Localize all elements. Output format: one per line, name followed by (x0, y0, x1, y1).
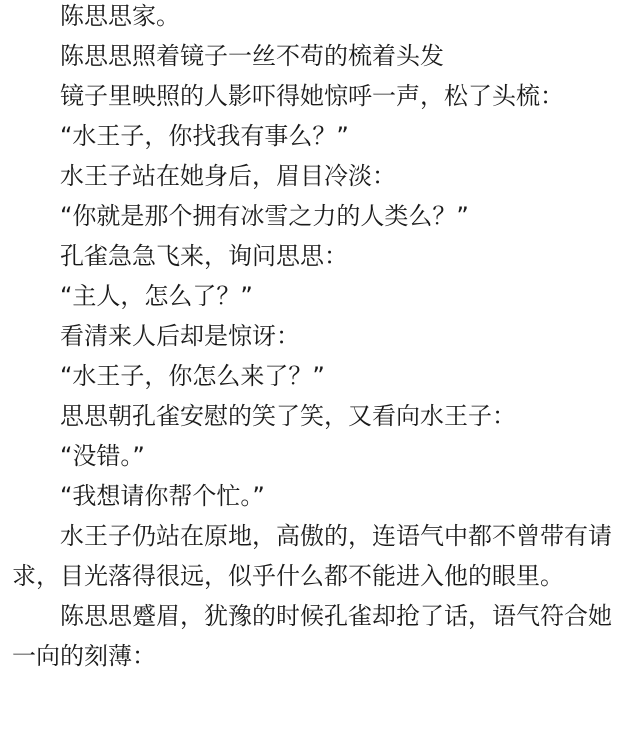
paragraph: “主人，怎么了？” (60, 282, 253, 310)
paragraph: “我想请你帮个忙。” (60, 482, 265, 510)
paragraph: 陈思思蹙眉，犹豫的时候孔雀却抢了话，语气符合她一向的刻薄： (12, 602, 612, 670)
paragraph: “你就是那个拥有冰雪之力的人类么？” (60, 202, 469, 230)
paragraph: 看清来人后却是惊讶： (60, 322, 300, 350)
paragraph: “没错。” (60, 442, 145, 470)
paragraph: 陈思思家。 (60, 2, 180, 30)
paragraph: 陈思思照着镜子一丝不苟的梳着头发 (60, 42, 444, 70)
paragraph: 水王子仍站在原地，高傲的，连语气中都不曾带有请求，目光落得很远，似乎什么都不能进入他的眼里。 (12, 522, 612, 590)
paragraph: 镜子里映照的人影吓得她惊呼一声，松了头梳： (60, 82, 564, 110)
paragraph: “水王子，你怎么来了？” (60, 362, 325, 390)
paragraph: “水王子，你找我有事么？” (60, 122, 349, 150)
paragraph: 孔雀急急飞来，询问思思： (60, 242, 348, 270)
paragraph: 水王子站在她身后，眉目冷淡： (60, 162, 396, 190)
paragraph: 思思朝孔雀安慰的笑了笑，又看向水王子： (60, 402, 516, 430)
